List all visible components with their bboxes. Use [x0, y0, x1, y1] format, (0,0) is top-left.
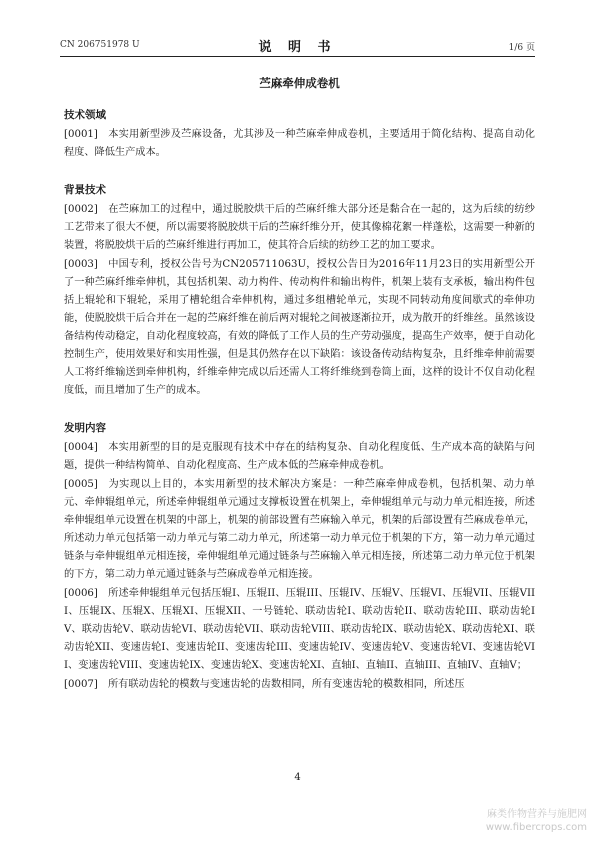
document-number: CN 206751978 U: [60, 40, 140, 50]
paragraph-0001: [64, 126, 535, 162]
paragraph-0002: [64, 201, 535, 255]
paragraph-number: [0001]: [64, 129, 98, 140]
paragraph-0005: [64, 476, 535, 584]
page-header: [60, 36, 535, 57]
paragraph-number: [0005]: [64, 479, 98, 490]
paragraph-0003: [64, 256, 535, 400]
paragraph-text: 在苎麻加工的过程中，通过脱胶烘干后的苎麻纤维大部分还是黏合在一起的，这为后续的纺纱工艺带来了很大不便，所以需要将脱胶烘干后的苎麻纤维分开，使其像棉花絮一样蓬松，这需要一种新的装置，将脱胶烘干后的苎麻纤维进行再加工，使其符合后续的纺纱工艺的加工要求。: [64, 204, 535, 251]
paragraph-0007: [64, 676, 535, 694]
paragraph-number: [0007]: [64, 679, 98, 690]
header-title: 说 明 书: [258, 40, 337, 55]
paragraph-text: 为实现以上目的，本实用新型的技术解决方案是：一种苎麻牵伸成卷机，包括机架、动力单元、牵伸辊组单元，所述牵伸辊组单元通过支撑板设置在机架上，牵伸辊组单元与动力单元相连接，所述牵伸辊组单元设置在机架的中部上，机架的前部设置有苎麻输入单元，机架的后部设置有苎麻成卷单元，所述动力单元包括第一动力单元与第二动力单元，所述第一动力单元位于机架的下方，第一动力单元通过链条与牵伸辊组单元相连接，牵伸辊组单元通过链条与苎麻输入单元相连接，所述第二动力单元位于机架的下方，第二动力单元通过链条与苎麻成卷单元相连接。: [64, 479, 535, 580]
watermark-url: www.fibercrops.com: [485, 822, 587, 833]
paragraph-text: 本实用新型涉及苎麻设备，尤其涉及一种苎麻牵伸成卷机，主要适用于简化结构、提高自动化程度、降低生产成本。: [64, 129, 535, 158]
paragraph-number: [0002]: [64, 204, 98, 215]
document-body: [64, 74, 535, 695]
paragraph-text: 本实用新型的目的是克服现有技术中存在的结构复杂、自动化程度低、生产成本高的缺陷与问题，提供一种结构简单、自动化程度高、生产成本低的苎麻牵伸成卷机。: [64, 442, 535, 471]
watermark: [486, 808, 587, 834]
paragraph-text: 所述牵伸辊组单元包括压辊I、压辊II、压辊III、压辊IV、压辊V、压辊VI、压辊VII、压辊VIII、压辊IX、压辊X、压辊XI、压辊XII、一号链轮、联动齿轮I、联动齿轮II、联动齿轮III、联动齿轮IV、联动齿轮V、联动齿轮VI、联动齿轮VII、联动齿轮VIII、联动齿轮IX、联动齿轮X、联动齿轮XI、联动齿轮XII、变速齿轮I、变速齿轮II、变速齿轮III、变速齿轮IV、变速齿轮V、变速齿轮VI、变速齿轮VII、变速齿轮VIII、变速齿轮IX、变速齿轮X、变速齿轮XI、直轴I、直轴II、直轴III、直轴IV、直轴V；: [64, 588, 535, 671]
paragraph-number: [0003]: [64, 259, 98, 270]
document-title: 苎麻牵伸成卷机: [259, 76, 340, 90]
paragraph-0004: [64, 439, 535, 475]
watermark-site-name: 麻类作物营养与施肥网: [487, 809, 587, 820]
page-info: 1/6 页: [508, 43, 535, 53]
paragraph-text: 所有联动齿轮的模数与变速齿轮的齿数相同，所有变速齿轮的模数相同，所述压: [108, 679, 465, 690]
paragraph-text: 中国专利，授权公告号为CN205711063U，授权公告日为2016年11月23日的实用新型公开了一种苎麻纤维牵伸机，其包括机架、动力构件、传动构件和输出构件，机架上装有支承板，输出构件包括上辊轮和下辊轮，采用了槽轮组合牵伸机构，通过多组槽轮单元，实现不同转动角度间歇式的牵伸功能，使脱胶烘干后合并在一起的苎麻纤维在前后两对辊轮之间被逐渐拉开，成为散开的纤维丝。虽然该设备结构传动稳定，自动化程度较高，有效的降低了工作人员的生产劳动强度，提高生产效率，便于自动化控制生产，使用效果好和实用性强，但是其仍然存在以下缺陷：该设备传动结构复杂，且纤维牵伸前需要人工将纤维输送到牵伸机构，纤维牵伸完成以后还需人工将纤维绕到卷筒上面，这样的设计不仅自动化程度低，而且增加了生产的成本。: [64, 259, 535, 396]
paragraph-number: [0006]: [64, 588, 98, 599]
page-number: 4: [294, 772, 301, 783]
section-heading-background: 背景技术: [64, 184, 106, 196]
section-heading-technical-field: 技术领域: [64, 109, 106, 121]
paragraph-number: [0004]: [64, 442, 98, 453]
paragraph-0006: [64, 585, 535, 675]
section-heading-invention-content: 发明内容: [64, 422, 106, 434]
